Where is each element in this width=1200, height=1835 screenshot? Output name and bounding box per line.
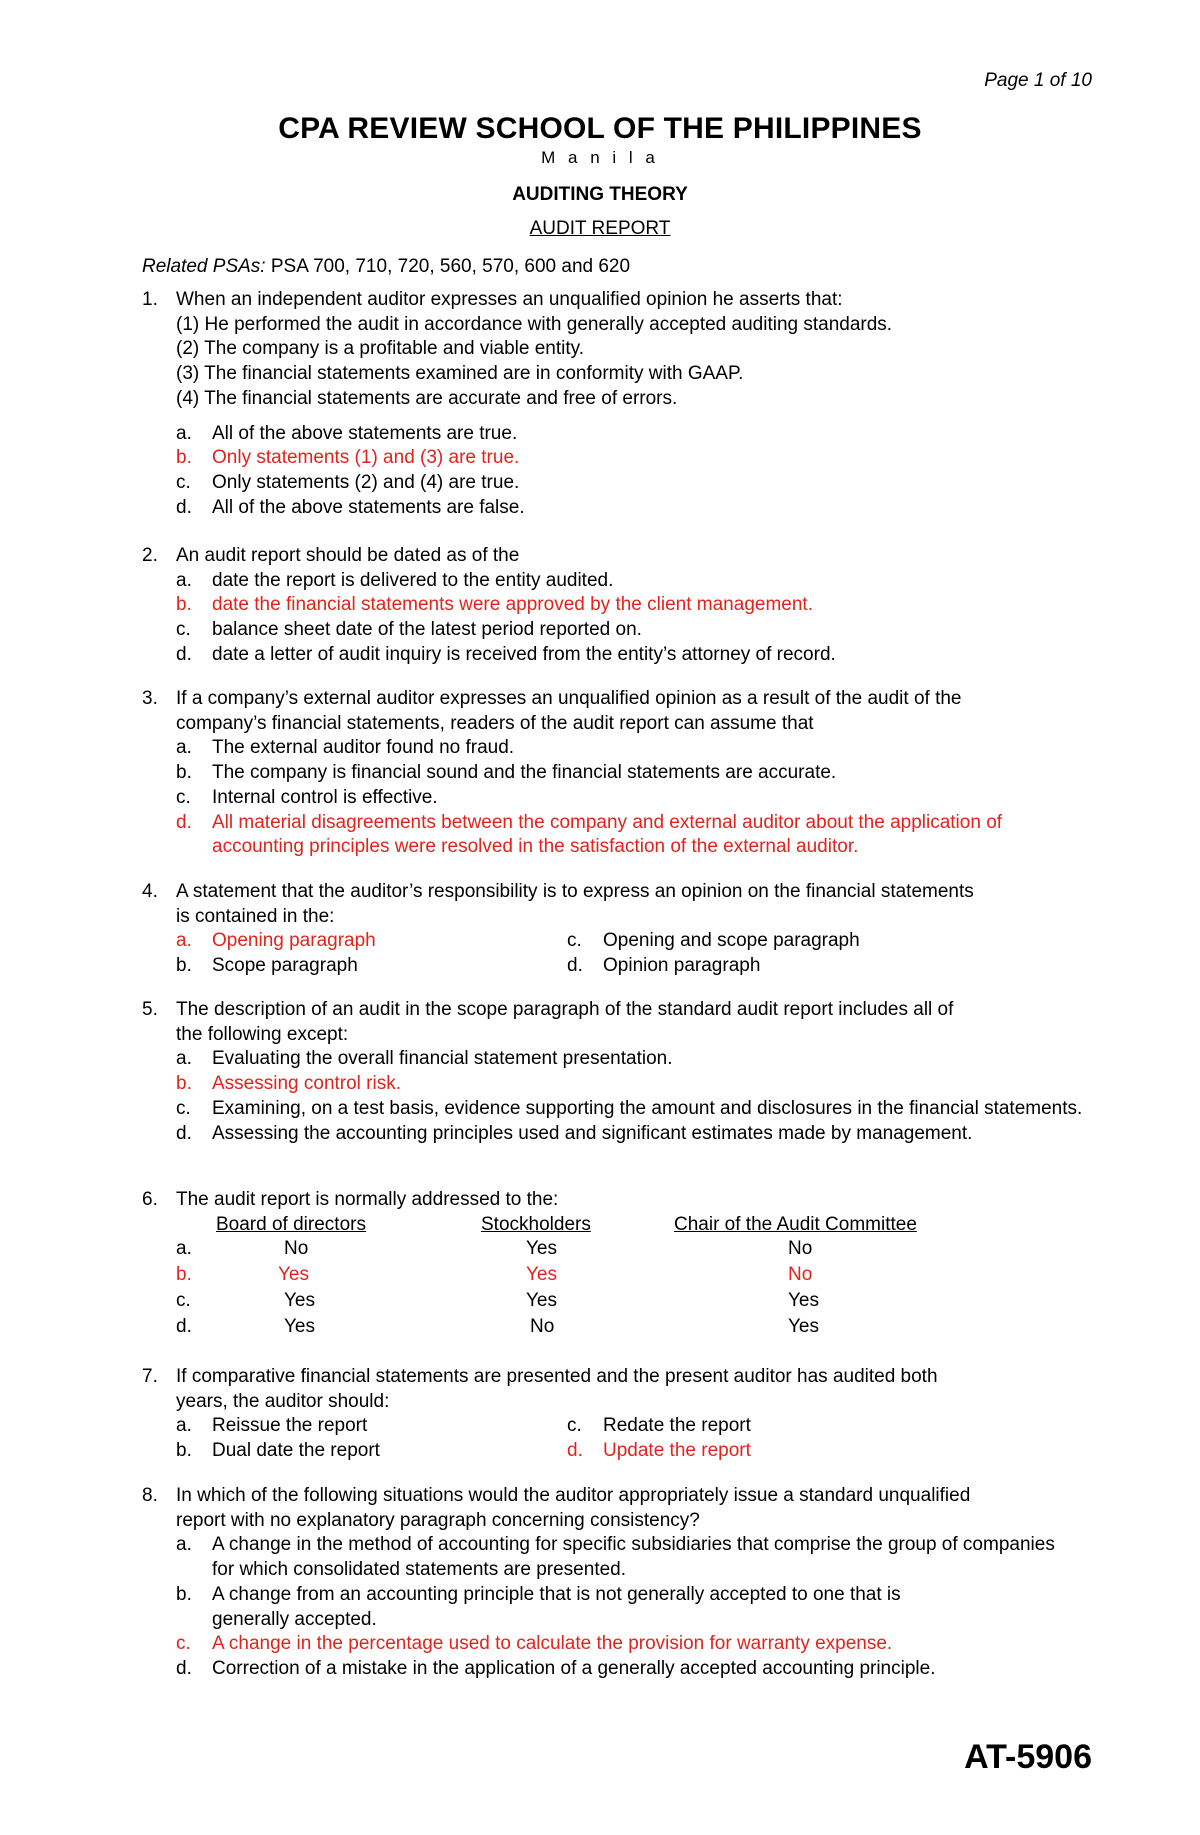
option-c xyxy=(176,471,1092,496)
question-stem-line: is contained in the: xyxy=(176,905,335,927)
option-c xyxy=(567,1414,751,1439)
option-text: Assessing the accounting principles used and significant estimates made by management. xyxy=(212,1122,973,1144)
question-stem-line: The description of an audit in the scope paragraph of the standard audit report includes all of xyxy=(176,999,954,1020)
question-6 xyxy=(142,1188,1092,1341)
option-text: All material disagreements between the company and external auditor about the application of accounting principles were resolved in the satisfaction of the external auditor. xyxy=(212,811,1003,858)
question-number: 7. xyxy=(142,1366,158,1387)
table-cell: No xyxy=(788,1238,813,1260)
question-stem-line: report with no explanatory paragraph concerning consistency? xyxy=(176,1509,700,1531)
related-psas xyxy=(142,256,630,278)
table-cell: Yes xyxy=(284,1290,315,1312)
option-b xyxy=(176,761,1092,786)
option-text: A change in the percentage used to calculate the provision for warranty expense. xyxy=(212,1633,893,1655)
option-text: Only statements (2) and (4) are true. xyxy=(212,471,520,493)
answer-table-header xyxy=(176,1213,1092,1238)
option-letter: c. xyxy=(567,1415,582,1437)
option-text: Opening paragraph xyxy=(212,930,376,952)
page-number: Page 1 of 10 xyxy=(984,70,1092,91)
option-a xyxy=(176,1414,567,1439)
option-c xyxy=(176,786,1092,811)
option-text: Assessing control risk. xyxy=(212,1073,402,1095)
option-c xyxy=(176,618,1092,643)
option-d xyxy=(176,1122,1092,1147)
question-stem-line: (2) The company is a profitable and viable entity. xyxy=(176,338,585,360)
option-letter: a. xyxy=(176,569,192,591)
question-number: 4. xyxy=(142,881,158,902)
table-cell: No xyxy=(788,1264,813,1286)
option-b-answer xyxy=(176,1072,1092,1097)
option-letter: a. xyxy=(176,422,192,444)
table-cell: c. xyxy=(176,1290,191,1312)
option-a-answer xyxy=(176,929,567,954)
option-letter: b. xyxy=(176,762,192,784)
question-stem-line: If comparative financial statements are presented and the present auditor has audited both xyxy=(176,1366,938,1387)
table-cell: No xyxy=(530,1316,555,1338)
related-label: Related PSAs: xyxy=(142,256,266,277)
option-d xyxy=(567,954,760,979)
option-a xyxy=(176,1533,1092,1582)
option-letter: a. xyxy=(176,1415,192,1437)
option-text: Update the report xyxy=(603,1440,751,1462)
question-number: 6. xyxy=(142,1189,158,1210)
table-cell: Yes xyxy=(788,1290,819,1312)
option-text: Opening and scope paragraph xyxy=(603,930,860,952)
option-c xyxy=(176,1097,1092,1122)
option-b xyxy=(176,1583,1092,1632)
option-letter: a. xyxy=(176,1048,192,1070)
question-number: 2. xyxy=(142,545,158,566)
related-text: PSA 700, 710, 720, 560, 570, 600 and 620 xyxy=(265,256,631,277)
option-text: All of the above statements are true. xyxy=(212,422,518,444)
table-cell: b. xyxy=(176,1264,192,1286)
option-d-answer xyxy=(176,811,1092,860)
option-a xyxy=(176,1047,1092,1072)
option-letter: c. xyxy=(176,619,191,641)
option-text: The company is financial sound and the financial statements are accurate. xyxy=(212,762,837,784)
option-letter: c. xyxy=(176,471,191,493)
option-letter: c. xyxy=(176,786,191,808)
option-letter: d. xyxy=(176,643,192,665)
question-stem-line: If a company’s external auditor expresses an unqualified opinion as a result of the audit of the xyxy=(176,688,962,709)
option-letter: d. xyxy=(176,811,192,833)
option-b xyxy=(176,1439,567,1464)
table-header: Stockholders xyxy=(481,1213,591,1235)
table-header: Board of directors xyxy=(216,1213,366,1235)
question-stem-line: (4) The financial statements are accurate and free of errors. xyxy=(176,387,678,409)
question-stem-line: The audit report is normally addressed to the: xyxy=(176,1189,559,1210)
question-1 xyxy=(142,288,1092,520)
option-letter: d. xyxy=(176,1657,192,1679)
option-letter: c. xyxy=(567,930,582,952)
option-letter: b. xyxy=(176,1440,192,1462)
table-row xyxy=(176,1315,1092,1341)
question-stem-line: years, the auditor should: xyxy=(176,1390,390,1412)
option-text: Internal control is effective. xyxy=(212,786,438,808)
school-title: CPA REVIEW SCHOOL OF THE PHILIPPINES xyxy=(278,112,922,145)
question-stem-line: A statement that the auditor’s responsibility is to express an opinion on the financial statements xyxy=(176,881,974,902)
question-number: 1. xyxy=(142,289,158,310)
option-b xyxy=(176,954,567,979)
table-cell: Yes xyxy=(284,1316,315,1338)
option-text: date the financial statements were approved by the client management. xyxy=(212,594,813,616)
table-cell: a. xyxy=(176,1238,192,1260)
option-text: Correction of a mistake in the application of a generally accepted accounting principle. xyxy=(212,1657,936,1679)
option-text: Opinion paragraph xyxy=(603,955,761,977)
question-number: 8. xyxy=(142,1485,158,1506)
option-b-answer xyxy=(176,593,1092,618)
table-cell: Yes xyxy=(788,1316,819,1338)
option-text: date a letter of audit inquiry is received from the entity’s attorney of record. xyxy=(212,643,836,665)
question-5 xyxy=(142,998,1092,1146)
option-letter: a. xyxy=(176,1534,192,1556)
option-c-answer xyxy=(176,1632,1092,1657)
option-letter: b. xyxy=(176,1583,192,1605)
topic-title: AUDIT REPORT xyxy=(529,218,671,239)
option-letter: b. xyxy=(176,1073,192,1095)
option-letter: d. xyxy=(176,496,192,518)
option-text: Redate the report xyxy=(603,1415,751,1437)
question-4 xyxy=(142,880,1092,979)
question-stem-line: When an independent auditor expresses an unqualified opinion he asserts that: xyxy=(176,289,843,310)
option-d xyxy=(176,496,1092,521)
option-a xyxy=(176,736,1092,761)
option-letter: b. xyxy=(176,594,192,616)
question-stem-line: the following except: xyxy=(176,1023,349,1045)
document-code: AT-5906 xyxy=(964,1738,1092,1776)
table-row-answer xyxy=(176,1263,1092,1289)
question-stem-line: company’s financial statements, readers of the audit report can assume that xyxy=(176,712,814,734)
option-text: Dual date the report xyxy=(212,1440,380,1462)
option-letter: b. xyxy=(176,447,192,469)
option-text: The external auditor found no fraud. xyxy=(212,737,515,759)
table-cell: d. xyxy=(176,1316,192,1338)
option-letter: d. xyxy=(176,1122,192,1144)
table-row xyxy=(176,1289,1092,1315)
option-c xyxy=(567,929,860,954)
option-text: Scope paragraph xyxy=(212,955,358,977)
option-text: date the report is delivered to the entity audited. xyxy=(212,569,614,591)
table-cell: No xyxy=(284,1238,309,1260)
city-label: M a n i l a xyxy=(541,148,659,167)
option-letter: d. xyxy=(567,955,583,977)
option-d xyxy=(176,643,1092,668)
option-text: Examining, on a test basis, evidence supporting the amount and disclosures in the financial statements. xyxy=(212,1097,1083,1119)
option-letter: d. xyxy=(567,1440,583,1462)
question-7 xyxy=(142,1365,1092,1464)
option-text: All of the above statements are false. xyxy=(212,496,525,518)
option-letter: b. xyxy=(176,955,192,977)
option-text: A change from an accounting principle that is not generally accepted to one that is generally accepted. xyxy=(212,1583,901,1630)
option-a xyxy=(176,569,1092,594)
question-3 xyxy=(142,687,1092,860)
question-stem-line: An audit report should be dated as of the xyxy=(176,545,520,566)
option-a xyxy=(176,422,1092,447)
option-text: Only statements (1) and (3) are true. xyxy=(212,447,520,469)
option-text: A change in the method of accounting for specific subsidiaries that comprise the group of companies for which consolidated statements are presented. xyxy=(212,1534,1055,1581)
question-stem-line: (3) The financial statements examined are in conformity with GAAP. xyxy=(176,363,744,385)
question-2 xyxy=(142,544,1092,668)
option-letter: c. xyxy=(176,1097,191,1119)
option-b-answer xyxy=(176,446,1092,471)
subject-title: AUDITING THEORY xyxy=(512,184,688,205)
question-number: 3. xyxy=(142,688,158,709)
table-cell: Yes xyxy=(526,1290,557,1312)
option-d-answer xyxy=(567,1439,751,1464)
table-cell: Yes xyxy=(278,1264,309,1286)
table-cell: Yes xyxy=(526,1264,557,1286)
option-text: balance sheet date of the latest period reported on. xyxy=(212,619,642,641)
option-text: Evaluating the overall financial statement presentation. xyxy=(212,1048,673,1070)
question-number: 5. xyxy=(142,999,158,1020)
table-header: Chair of the Audit Committee xyxy=(674,1213,917,1235)
option-d xyxy=(176,1657,1092,1682)
option-letter: a. xyxy=(176,930,192,952)
option-text: Reissue the report xyxy=(212,1415,368,1437)
question-stem-line: (1) He performed the audit in accordance with generally accepted auditing standards. xyxy=(176,313,893,335)
question-stem-line: In which of the following situations would the auditor appropriately issue a standard unqualified xyxy=(176,1485,971,1506)
question-8 xyxy=(142,1484,1092,1682)
option-letter: a. xyxy=(176,737,192,759)
table-row xyxy=(176,1237,1092,1263)
table-cell: Yes xyxy=(526,1238,557,1260)
option-letter: c. xyxy=(176,1633,191,1655)
